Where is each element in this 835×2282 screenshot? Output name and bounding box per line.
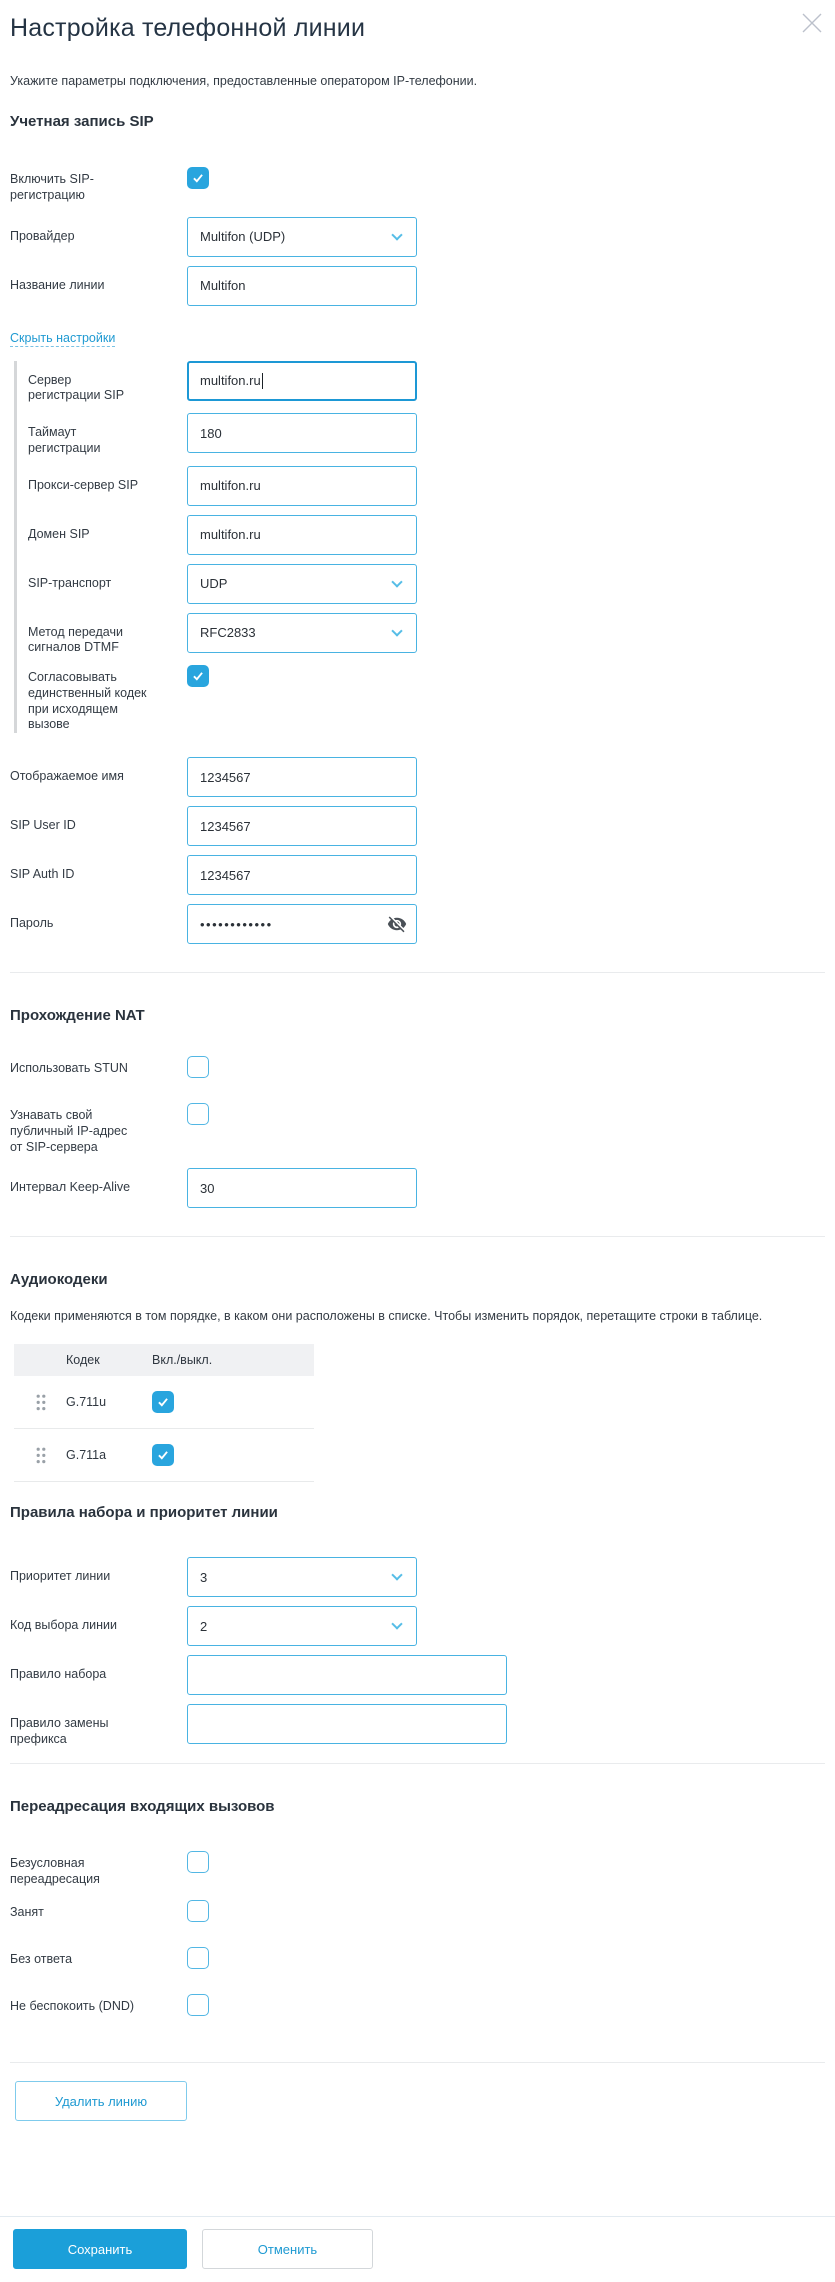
public-ip-label: Узнавать свой публичный IP-адрес от SIP-сервера bbox=[10, 1108, 128, 1154]
reg-timeout-input[interactable] bbox=[187, 413, 417, 453]
toggle-column-header: Вкл./выкл. bbox=[152, 1353, 213, 1368]
modal-subtitle: Укажите параметры подключения, предоставленные оператором IP-телефонии. bbox=[10, 74, 478, 88]
section-heading-dialing: Правила набора и приоритет линии bbox=[10, 1504, 278, 1522]
reg-timeout-label: Таймаут регистрации bbox=[28, 425, 101, 455]
public-ip-checkbox[interactable] bbox=[187, 1103, 209, 1125]
section-divider bbox=[10, 2062, 825, 2063]
line-name-input[interactable] bbox=[187, 266, 417, 306]
dtmf-label: Метод передачи сигналов DTMF bbox=[28, 624, 123, 655]
line-code-label: Код выбора линии bbox=[10, 1618, 117, 1633]
proxy-label: Прокси-сервер SIP bbox=[28, 477, 139, 492]
enable-sip-checkbox[interactable] bbox=[187, 167, 209, 189]
dtmf-select[interactable] bbox=[187, 613, 417, 653]
section-heading-nat: Прохождение NAT bbox=[10, 1007, 145, 1024]
codec-name: G.711a bbox=[66, 1448, 107, 1463]
transport-label: SIP-транспорт bbox=[28, 575, 112, 590]
cancel-button[interactable]: Отменить bbox=[202, 2229, 373, 2269]
codec-enabled-checkbox[interactable] bbox=[152, 1391, 174, 1413]
reg-server-input[interactable] bbox=[187, 361, 417, 401]
transport-value: UDP bbox=[200, 576, 228, 591]
section-divider bbox=[10, 1763, 825, 1764]
provider-select[interactable] bbox=[187, 217, 417, 257]
line-priority-select[interactable] bbox=[187, 1557, 417, 1597]
check-icon bbox=[191, 171, 205, 185]
codec-name: G.711u bbox=[66, 1395, 107, 1410]
stun-checkbox[interactable] bbox=[187, 1056, 209, 1078]
delete-line-button[interactable]: Удалить линию bbox=[15, 2081, 187, 2121]
domain-label: Домен SIP bbox=[28, 526, 90, 541]
section-heading-sip-account: Учетная запись SIP bbox=[10, 113, 154, 130]
line-priority-value: 3 bbox=[200, 1569, 208, 1585]
display-name-input[interactable] bbox=[187, 757, 417, 797]
provider-label: Провайдер bbox=[10, 228, 75, 243]
text-caret bbox=[262, 373, 263, 389]
chevron-down-icon bbox=[391, 1570, 402, 1581]
unconditional-forwarding-checkbox[interactable] bbox=[187, 1851, 209, 1873]
close-button[interactable] bbox=[797, 8, 827, 38]
reg-server-value: multifon.ru bbox=[200, 373, 261, 388]
save-button[interactable]: Сохранить bbox=[13, 2229, 187, 2269]
codec-column-header: Кодек bbox=[66, 1353, 100, 1368]
dnd-label: Не беспокоить (DND) bbox=[10, 1999, 135, 2014]
chevron-down-icon bbox=[391, 625, 402, 636]
modal-footer bbox=[0, 2216, 835, 2282]
dial-rule-label: Правило набора bbox=[10, 1667, 107, 1682]
codecs-description: Кодеки применяются в том порядке, в каком они расположены в списке. Чтобы изменить порядок, перетащите строки в таблице. bbox=[10, 1309, 763, 1324]
single-codec-label: Согласовывать единственный кодек при исходящем вызове bbox=[28, 670, 147, 732]
section-heading-codecs: Аудиокодеки bbox=[10, 1271, 108, 1289]
check-icon bbox=[156, 1448, 170, 1462]
enable-sip-label: Включить SIP-регистрацию bbox=[10, 172, 94, 202]
sip-auth-id-label: SIP Auth ID bbox=[10, 867, 75, 881]
table-row bbox=[14, 1429, 314, 1482]
dnd-checkbox[interactable] bbox=[187, 1994, 209, 2016]
codec-enabled-checkbox[interactable] bbox=[152, 1444, 174, 1466]
chevron-down-icon bbox=[391, 576, 402, 587]
password-input[interactable] bbox=[187, 904, 417, 944]
codec-table bbox=[14, 1344, 314, 1482]
line-code-value: 2 bbox=[200, 1618, 208, 1634]
dtmf-value: RFC2833 bbox=[200, 625, 256, 640]
chevron-down-icon bbox=[391, 229, 402, 240]
close-icon bbox=[799, 10, 825, 36]
busy-checkbox[interactable] bbox=[187, 1900, 209, 1922]
dial-rule-input[interactable] bbox=[187, 1655, 507, 1695]
unconditional-forwarding-label: Безусловная переадресация bbox=[10, 1855, 100, 1886]
prefix-rule-label: Правило замены префикса bbox=[10, 1716, 109, 1746]
line-priority-label: Приоритет линии bbox=[10, 1569, 111, 1584]
transport-select[interactable] bbox=[187, 564, 417, 604]
busy-label: Занят bbox=[10, 1905, 44, 1920]
display-name-label: Отображаемое имя bbox=[10, 769, 124, 783]
sip-user-id-label: SIP User ID bbox=[10, 818, 76, 832]
check-icon bbox=[156, 1395, 170, 1409]
keep-alive-label: Интервал Keep-Alive bbox=[10, 1180, 131, 1195]
advanced-settings-group bbox=[14, 361, 825, 734]
sip-user-id-input[interactable] bbox=[187, 806, 417, 846]
drag-handle-icon[interactable] bbox=[36, 1394, 46, 1411]
single-codec-checkbox[interactable] bbox=[187, 665, 209, 687]
provider-value: Multifon (UDP) bbox=[200, 229, 286, 244]
hide-settings-link[interactable]: Скрыть настройки bbox=[10, 330, 116, 345]
prefix-rule-input[interactable] bbox=[187, 1704, 507, 1744]
section-divider bbox=[10, 1236, 825, 1237]
reg-server-label: Сервер регистрации SIP bbox=[28, 372, 125, 403]
no-answer-label: Без ответа bbox=[10, 1952, 73, 1967]
check-icon bbox=[191, 669, 205, 683]
password-label: Пароль bbox=[10, 916, 54, 930]
toggle-password-visibility-button[interactable] bbox=[386, 913, 408, 935]
page-title: Настройка телефонной линии bbox=[10, 14, 366, 42]
eye-slash-icon bbox=[387, 914, 407, 934]
sip-auth-id-input[interactable] bbox=[187, 855, 417, 895]
line-code-select[interactable] bbox=[187, 1606, 417, 1646]
line-name-label: Название линии bbox=[10, 277, 105, 292]
keep-alive-input[interactable] bbox=[187, 1168, 417, 1208]
stun-label: Использовать STUN bbox=[10, 1061, 128, 1075]
section-heading-forwarding: Переадресация входящих вызовов bbox=[10, 1797, 275, 1815]
table-row bbox=[14, 1376, 314, 1429]
drag-handle-icon[interactable] bbox=[36, 1447, 46, 1464]
codec-table-header bbox=[14, 1344, 314, 1376]
domain-input[interactable] bbox=[187, 515, 417, 555]
no-answer-checkbox[interactable] bbox=[187, 1947, 209, 1969]
section-divider bbox=[10, 972, 825, 973]
proxy-input[interactable] bbox=[187, 466, 417, 506]
chevron-down-icon bbox=[391, 1619, 402, 1630]
